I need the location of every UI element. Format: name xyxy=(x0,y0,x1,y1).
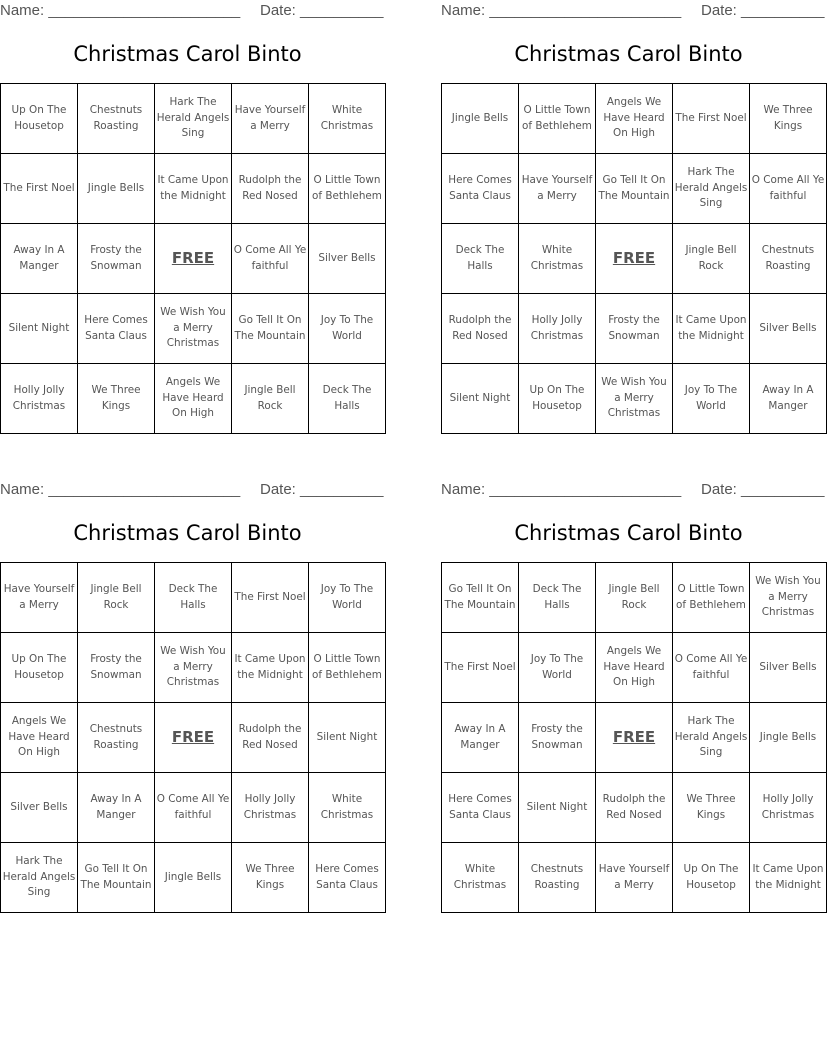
bingo-cell: Have Yourself a Merry xyxy=(519,154,596,224)
bingo-cell: Jingle Bell Rock xyxy=(232,364,309,434)
bingo-cell: Angels We Have Heard On High xyxy=(596,84,673,154)
bingo-cell: Away In A Manger xyxy=(750,364,827,434)
bingo-cell: O Come All Ye faithful xyxy=(673,633,750,703)
grid-row xyxy=(442,364,827,434)
bingo-cell: Chestnuts Roasting xyxy=(750,224,827,294)
card-title: Christmas Carol Binto xyxy=(514,42,743,66)
bingo-cell: We Three Kings xyxy=(78,364,155,434)
bingo-cell: Rudolph the Red Nosed xyxy=(232,703,309,773)
bingo-cell: Have Yourself a Merry xyxy=(1,563,78,633)
bingo-cell: Silent Night xyxy=(442,364,519,434)
bingo-cell: White Christmas xyxy=(442,843,519,913)
bingo-cell: Joy To The World xyxy=(673,364,750,434)
grid-row xyxy=(442,843,827,913)
date-line: Date: __________ xyxy=(260,2,384,19)
bingo-cell: Holly Jolly Christmas xyxy=(519,294,596,364)
bingo-cell: Jingle Bells xyxy=(750,703,827,773)
grid-row xyxy=(1,84,386,154)
bingo-cell: Here Comes Santa Claus xyxy=(442,773,519,843)
bingo-cell: Chestnuts Roasting xyxy=(78,703,155,773)
grid-row xyxy=(442,633,827,703)
bingo-cell: We Wish You a Merry Christmas xyxy=(155,633,232,703)
bingo-cell: Silent Night xyxy=(309,703,386,773)
bingo-cell: Silver Bells xyxy=(750,294,827,364)
bingo-cell: It Came Upon the Midnight xyxy=(750,843,827,913)
name-line: Name: _______________________ xyxy=(0,2,241,19)
bingo-cell: Here Comes Santa Claus xyxy=(78,294,155,364)
bingo-cell: Away In A Manger xyxy=(78,773,155,843)
bingo-cell: Chestnuts Roasting xyxy=(78,84,155,154)
bingo-cell: Jingle Bell Rock xyxy=(596,563,673,633)
bingo-cell: It Came Upon the Midnight xyxy=(155,154,232,224)
grid-row xyxy=(1,563,386,633)
name-line: Name: _______________________ xyxy=(441,2,682,19)
bingo-cell: Deck The Halls xyxy=(309,364,386,434)
bingo-cell: Away In A Manger xyxy=(442,703,519,773)
bingo-cell: Silent Night xyxy=(1,294,78,364)
bingo-cell: Joy To The World xyxy=(519,633,596,703)
bingo-cell: We Three Kings xyxy=(673,773,750,843)
bingo-cell: Rudolph the Red Nosed xyxy=(596,773,673,843)
name-line: Name: _______________________ xyxy=(0,481,241,498)
bingo-cell: We Wish You a Merry Christmas xyxy=(155,294,232,364)
bingo-card xyxy=(0,479,384,919)
bingo-cell: Holly Jolly Christmas xyxy=(232,773,309,843)
bingo-cell: Jingle Bell Rock xyxy=(673,224,750,294)
bingo-cell: Go Tell It On The Mountain xyxy=(596,154,673,224)
bingo-cell: Angels We Have Heard On High xyxy=(155,364,232,434)
bingo-cell: Frosty the Snowman xyxy=(596,294,673,364)
grid-row xyxy=(1,294,386,364)
free-space: FREE xyxy=(155,224,232,294)
bingo-grid xyxy=(441,83,827,434)
bingo-cell: Jingle Bells xyxy=(442,84,519,154)
bingo-cell: O Little Town of Bethlehem xyxy=(309,154,386,224)
free-space: FREE xyxy=(596,224,673,294)
name-line: Name: _______________________ xyxy=(441,481,682,498)
bingo-cell: The First Noel xyxy=(1,154,78,224)
name-date-row xyxy=(0,2,384,20)
bingo-cell: Frosty the Snowman xyxy=(78,224,155,294)
grid-row xyxy=(442,703,827,773)
date-line: Date: __________ xyxy=(701,481,825,498)
bingo-cell: Go Tell It On The Mountain xyxy=(232,294,309,364)
bingo-cell: We Wish You a Merry Christmas xyxy=(750,563,827,633)
free-space: FREE xyxy=(596,703,673,773)
card-title: Christmas Carol Binto xyxy=(73,42,302,66)
bingo-cell: Angels We Have Heard On High xyxy=(1,703,78,773)
bingo-cell: Silver Bells xyxy=(750,633,827,703)
free-space: FREE xyxy=(155,703,232,773)
bingo-cell: Jingle Bells xyxy=(78,154,155,224)
bingo-cell: Hark The Herald Angels Sing xyxy=(673,703,750,773)
bingo-cell: Joy To The World xyxy=(309,294,386,364)
bingo-cell: Here Comes Santa Claus xyxy=(442,154,519,224)
bingo-cell: White Christmas xyxy=(309,773,386,843)
bingo-cell: Frosty the Snowman xyxy=(519,703,596,773)
bingo-cell: The First Noel xyxy=(673,84,750,154)
bingo-cell: We Wish You a Merry Christmas xyxy=(596,364,673,434)
grid-row xyxy=(442,294,827,364)
bingo-cell: Deck The Halls xyxy=(155,563,232,633)
bingo-cell: Up On The Housetop xyxy=(1,84,78,154)
bingo-cell: Hark The Herald Angels Sing xyxy=(155,84,232,154)
bingo-cell: O Come All Ye faithful xyxy=(232,224,309,294)
name-date-row xyxy=(0,481,384,499)
bingo-cell: White Christmas xyxy=(309,84,386,154)
bingo-cell: Silver Bells xyxy=(309,224,386,294)
bingo-cell: Deck The Halls xyxy=(519,563,596,633)
bingo-cell: O Come All Ye faithful xyxy=(750,154,827,224)
bingo-card xyxy=(0,0,384,440)
bingo-cell: Holly Jolly Christmas xyxy=(750,773,827,843)
bingo-cell: Jingle Bell Rock xyxy=(78,563,155,633)
bingo-cell: O Come All Ye faithful xyxy=(155,773,232,843)
grid-row xyxy=(1,224,386,294)
bingo-cell: Up On The Housetop xyxy=(673,843,750,913)
bingo-card xyxy=(441,479,825,919)
card-title: Christmas Carol Binto xyxy=(514,521,743,545)
grid-row xyxy=(1,843,386,913)
bingo-cell: Joy To The World xyxy=(309,563,386,633)
date-line: Date: __________ xyxy=(701,2,825,19)
bingo-cell: It Came Upon the Midnight xyxy=(232,633,309,703)
grid-row xyxy=(442,84,827,154)
bingo-cell: We Three Kings xyxy=(232,843,309,913)
bingo-cell: Hark The Herald Angels Sing xyxy=(1,843,78,913)
grid-row xyxy=(1,703,386,773)
bingo-cell: It Came Upon the Midnight xyxy=(673,294,750,364)
bingo-cell: Hark The Herald Angels Sing xyxy=(673,154,750,224)
name-date-row xyxy=(441,2,825,20)
bingo-cell: We Three Kings xyxy=(750,84,827,154)
bingo-grid xyxy=(0,562,386,913)
bingo-cell: Have Yourself a Merry xyxy=(232,84,309,154)
bingo-cell: Up On The Housetop xyxy=(1,633,78,703)
bingo-cell: Angels We Have Heard On High xyxy=(596,633,673,703)
bingo-cell: White Christmas xyxy=(519,224,596,294)
grid-row xyxy=(1,364,386,434)
bingo-cell: The First Noel xyxy=(232,563,309,633)
grid-row xyxy=(442,773,827,843)
grid-row xyxy=(1,154,386,224)
bingo-cell: Up On The Housetop xyxy=(519,364,596,434)
bingo-cell: O Little Town of Bethlehem xyxy=(673,563,750,633)
bingo-cell: Rudolph the Red Nosed xyxy=(232,154,309,224)
bingo-cell: Frosty the Snowman xyxy=(78,633,155,703)
bingo-cell: Chestnuts Roasting xyxy=(519,843,596,913)
grid-row xyxy=(442,563,827,633)
bingo-cell: Here Comes Santa Claus xyxy=(309,843,386,913)
card-title: Christmas Carol Binto xyxy=(73,521,302,545)
bingo-cell: Silver Bells xyxy=(1,773,78,843)
bingo-cell: Away In A Manger xyxy=(1,224,78,294)
bingo-cell: Silent Night xyxy=(519,773,596,843)
grid-row xyxy=(1,773,386,843)
bingo-cell: O Little Town of Bethlehem xyxy=(519,84,596,154)
bingo-card xyxy=(441,0,825,440)
bingo-grid xyxy=(441,562,827,913)
bingo-cell: Jingle Bells xyxy=(155,843,232,913)
bingo-grid xyxy=(0,83,386,434)
grid-row xyxy=(1,633,386,703)
bingo-cell: Rudolph the Red Nosed xyxy=(442,294,519,364)
date-line: Date: __________ xyxy=(260,481,384,498)
bingo-cell: Have Yourself a Merry xyxy=(596,843,673,913)
bingo-cell: Deck The Halls xyxy=(442,224,519,294)
bingo-cell: Go Tell It On The Mountain xyxy=(78,843,155,913)
bingo-cell: O Little Town of Bethlehem xyxy=(309,633,386,703)
grid-row xyxy=(442,154,827,224)
bingo-cell: The First Noel xyxy=(442,633,519,703)
bingo-cell: Holly Jolly Christmas xyxy=(1,364,78,434)
bingo-cell: Go Tell It On The Mountain xyxy=(442,563,519,633)
grid-row xyxy=(442,224,827,294)
name-date-row xyxy=(441,481,825,499)
